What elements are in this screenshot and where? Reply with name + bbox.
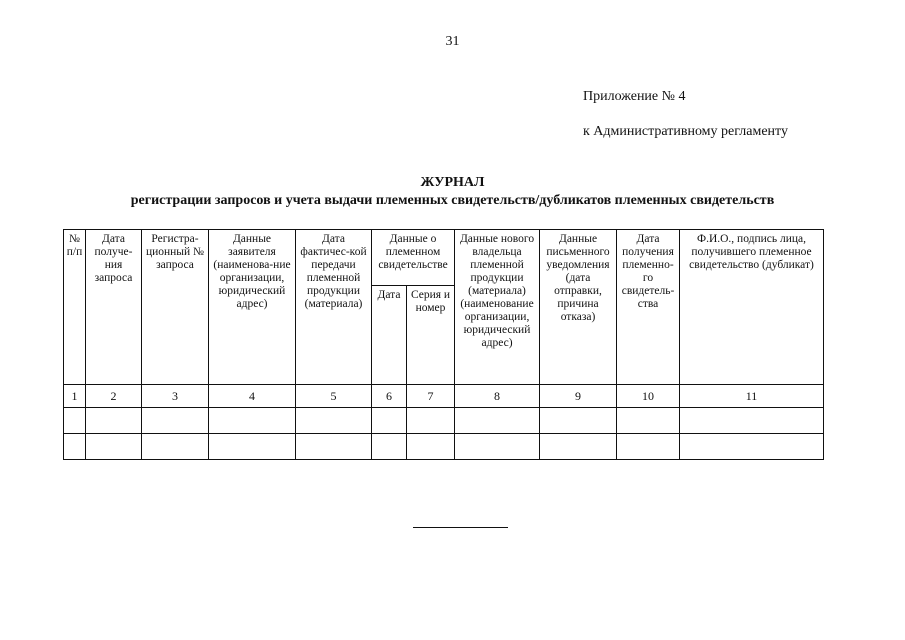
column-number: 6 <box>372 385 407 408</box>
column-number: 2 <box>86 385 142 408</box>
header-recipient-signature: Ф.И.О., подпись лица, получившего племенное свидетельство (дубликат) <box>680 230 824 385</box>
empty-cell <box>617 408 680 434</box>
header-number: № п/п <box>64 230 86 385</box>
empty-cell <box>407 408 455 434</box>
empty-cell <box>209 434 296 460</box>
header-certificate-date: Дата <box>372 286 407 385</box>
empty-cell <box>209 408 296 434</box>
column-number: 5 <box>296 385 372 408</box>
footer-divider <box>413 527 508 528</box>
appendix-note <box>583 88 788 141</box>
table-row <box>64 408 824 434</box>
column-number: 11 <box>680 385 824 408</box>
empty-cell <box>455 434 540 460</box>
empty-cell <box>617 434 680 460</box>
registration-journal-table <box>63 229 824 460</box>
column-number: 10 <box>617 385 680 408</box>
empty-cell <box>372 408 407 434</box>
appendix-title: Приложение № 4 <box>583 89 686 104</box>
column-number: 4 <box>209 385 296 408</box>
column-number: 3 <box>142 385 209 408</box>
empty-cell <box>296 434 372 460</box>
empty-cell <box>680 434 824 460</box>
header-registration-number: Регистра-ционный № запроса <box>142 230 209 385</box>
header-request-date: Дата получе-ния запроса <box>86 230 142 385</box>
empty-cell <box>372 434 407 460</box>
column-number: 8 <box>455 385 540 408</box>
column-number-row <box>64 385 824 408</box>
header-certificate-series: Серия и номер <box>407 286 455 385</box>
empty-cell <box>86 408 142 434</box>
header-certificate-data: Данные о племенном свидетельстве <box>372 230 455 286</box>
header-written-notice: Данные письменного уведомления (дата отправки, причина отказа) <box>540 230 617 385</box>
header-transfer-date: Дата фактичес-кой передачи племенной продукции (материала) <box>296 230 372 385</box>
empty-cell <box>142 434 209 460</box>
empty-cell <box>455 408 540 434</box>
header-certificate-received-date: Дата получения племенно-го свидетель-ства <box>617 230 680 385</box>
empty-cell <box>296 408 372 434</box>
page-number: 31 <box>445 34 460 49</box>
column-number: 1 <box>64 385 86 408</box>
empty-cell <box>64 434 86 460</box>
header-new-owner-data: Данные нового владельца племенной продукции (материала) (наименование организации, юридический адрес) <box>455 230 540 385</box>
table-row <box>64 434 824 460</box>
appendix-reference: к Административному регламенту <box>583 124 788 139</box>
header-applicant-data: Данные заявителя (наименова-ние организации, юридический адрес) <box>209 230 296 385</box>
column-number: 7 <box>407 385 455 408</box>
empty-cell <box>540 434 617 460</box>
column-number: 9 <box>540 385 617 408</box>
journal-subtitle: регистрации запросов и учета выдачи племенных свидетельств/дубликатов племенных свидетельств <box>130 193 775 208</box>
empty-cell <box>86 434 142 460</box>
empty-cell <box>407 434 455 460</box>
empty-cell <box>540 408 617 434</box>
empty-cell <box>64 408 86 434</box>
journal-title: ЖУРНАЛ <box>420 175 485 190</box>
empty-cell <box>680 408 824 434</box>
empty-cell <box>142 408 209 434</box>
